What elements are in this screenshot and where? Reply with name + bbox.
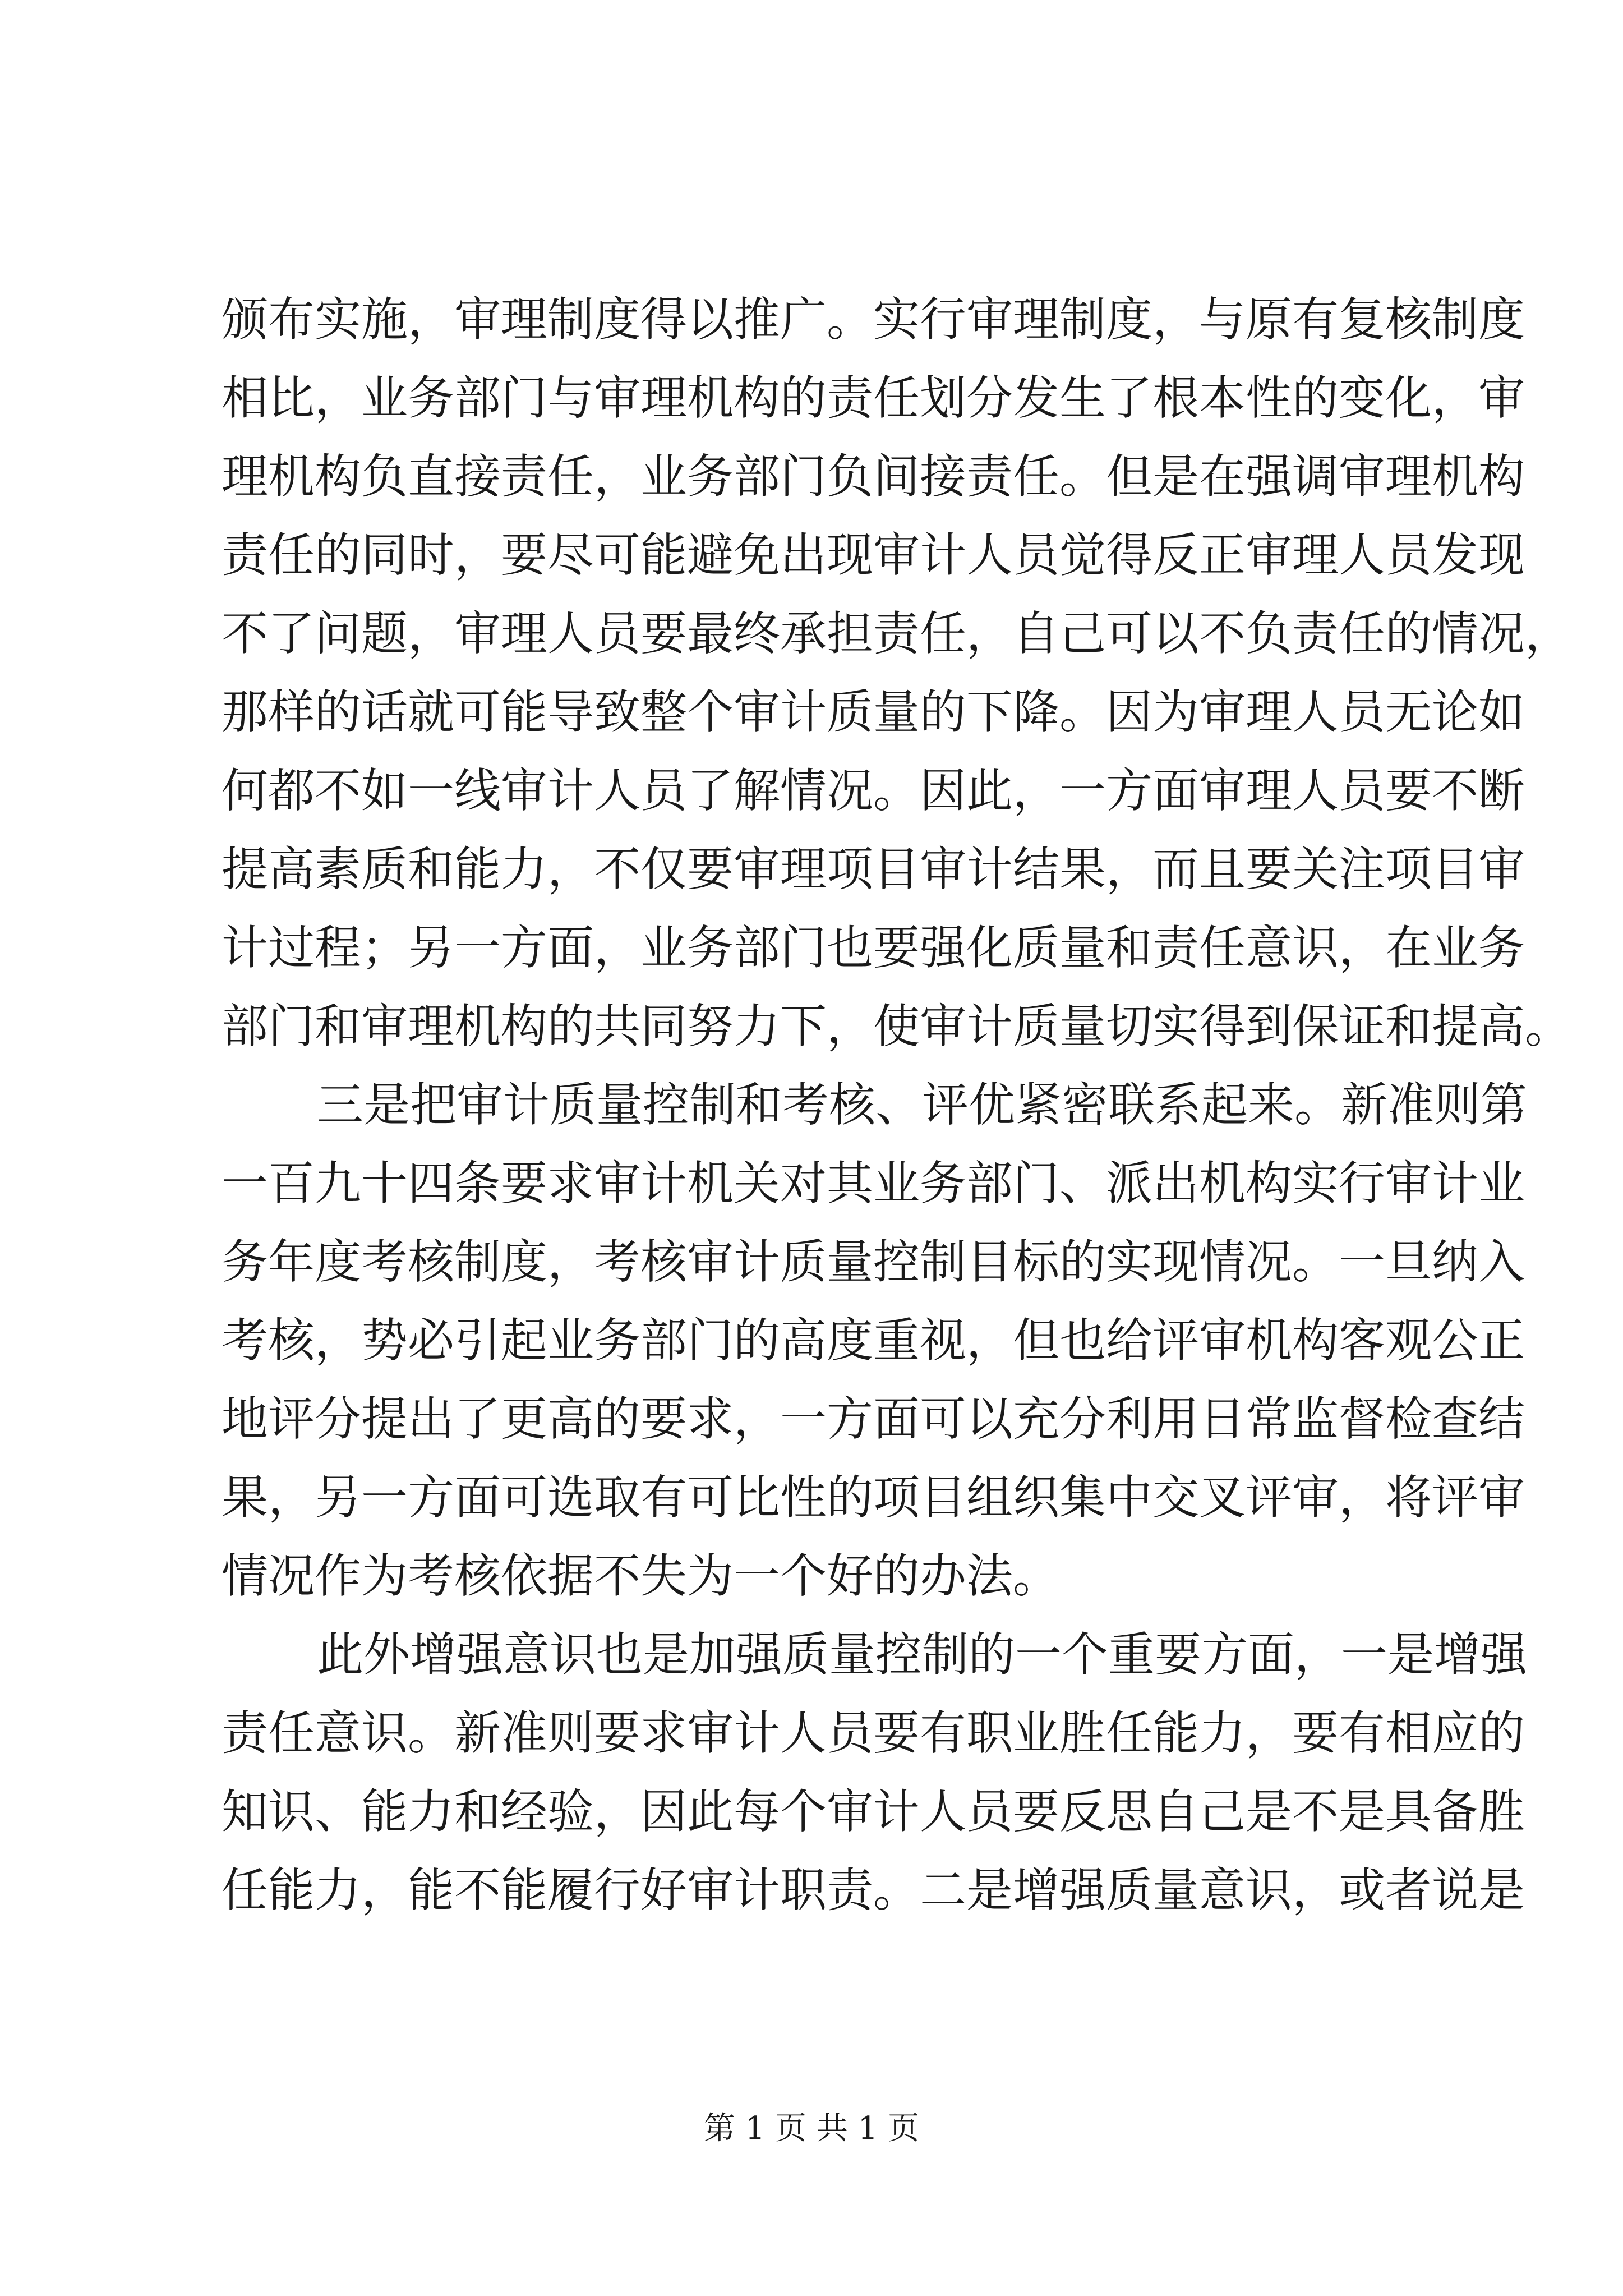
- text-line: 此外增强意识也是加强质量控制的一个重要方面，一是增强: [317, 1627, 1527, 1682]
- text-line: 颁布实施，审理制度得以推广。实行审理制度，与原有复核制度: [222, 292, 1525, 347]
- text-line: 不了问题，审理人员要最终承担责任，自己可以不负责任的情况，: [222, 606, 1571, 661]
- text-line: 部门和审理机构的共同努力下，使审计质量切实得到保证和提高。: [222, 999, 1571, 1053]
- text-line: 考核，势必引起业务部门的高度重视，但也给评审机构客观公正: [222, 1313, 1525, 1368]
- text-line: 地评分提出了更高的要求，一方面可以充分利用日常监督检查结: [222, 1392, 1525, 1446]
- text-line: 情况作为考核依据不失为一个好的办法。: [222, 1549, 1059, 1603]
- text-line: 提高素质和能力，不仅要审理项目审计结果，而且要关注项目审: [222, 842, 1525, 896]
- text-line: 果，另一方面可选取有可比性的项目组织集中交叉评审，将评审: [222, 1470, 1525, 1525]
- text-line: 责任的同时，要尽可能避免出现审计人员觉得反正审理人员发现: [222, 528, 1525, 582]
- text-line: 理机构负直接责任，业务部门负间接责任。但是在强调审理机构: [222, 449, 1525, 504]
- document-body: [222, 280, 1571, 1930]
- text-line: 计过程；另一方面，业务部门也要强化质量和责任意识，在业务: [222, 921, 1525, 975]
- text-line: 何都不如一线审计人员了解情况。因此，一方面审理人员要不断: [222, 763, 1525, 818]
- text-line: 一百九十四条要求审计机关对其业务部门、派出机构实行审计业: [222, 1156, 1525, 1211]
- text-line: 责任意识。新准则要求审计人员要有职业胜任能力，要有相应的: [222, 1706, 1525, 1760]
- text-line: 相比，业务部门与审理机构的责任划分发生了根本性的变化，审: [222, 371, 1525, 425]
- text-line: 三是把审计质量控制和考核、评优紧密联系起来。新准则第: [317, 1078, 1527, 1132]
- text-line: 务年度考核制度，考核审计质量控制目标的实现情况。一旦纳入: [222, 1235, 1525, 1289]
- text-line: 知识、能力和经验，因此每个审计人员要反思自己是不是具备胜: [222, 1784, 1525, 1839]
- page-footer: 第 1 页 共 1 页: [703, 2110, 920, 2147]
- text-line: 任能力，能不能履行好审计职责。二是增强质量意识，或者说是: [222, 1863, 1525, 1917]
- text-line: 那样的话就可能导致整个审计质量的下降。因为审理人员无论如: [222, 685, 1525, 739]
